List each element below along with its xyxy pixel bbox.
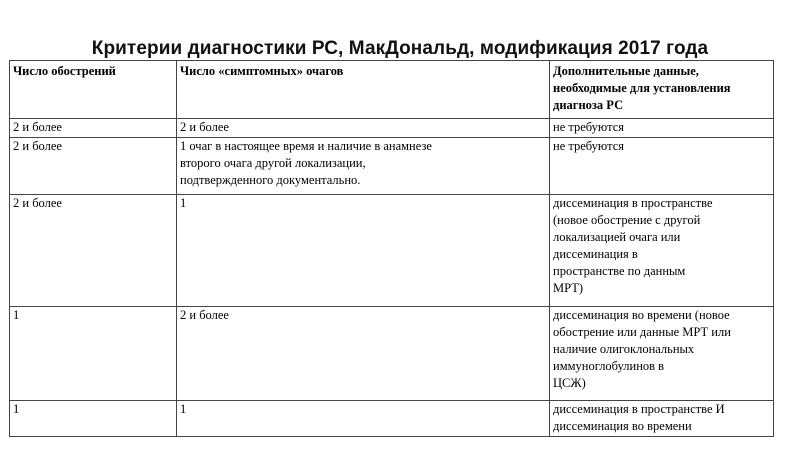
- cell-additional: не требуются: [550, 138, 774, 195]
- cell-lesions: 2 и более: [177, 307, 550, 401]
- cell-relapses: 2 и более: [10, 138, 177, 195]
- table-row: [10, 138, 774, 195]
- cell-relapses: 2 и более: [10, 195, 177, 307]
- cell-lesions: 1: [177, 195, 550, 307]
- cell-additional: не требуются: [550, 119, 774, 138]
- criteria-table: [9, 60, 774, 437]
- table-row: [10, 401, 774, 437]
- header-relapses: Число обострений: [10, 61, 177, 119]
- header-additional-data: Дополнительные данные, необходимые для установления диагноза РС: [550, 61, 774, 119]
- slide-title: Критерии диагностики РС, МакДональд, модификация 2017 года: [91, 38, 709, 59]
- header-symptomatic-lesions: Число «симптомных» очагов: [177, 61, 550, 119]
- cell-additional: диссеминация в пространстве (новое обострение с другой локализацией очага или диссеминация в пространстве по данным МРТ): [550, 195, 774, 307]
- cell-lesions: 1: [177, 401, 550, 437]
- table-row: [10, 195, 774, 307]
- cell-relapses: 2 и более: [10, 119, 177, 138]
- table-row: [10, 119, 774, 138]
- cell-lesions: 2 и более: [177, 119, 550, 138]
- cell-relapses: 1: [10, 307, 177, 401]
- cell-additional: диссеминация во времени (новое обострение или данные МРТ или наличие олигоклональных иммуноглобулинов в ЦСЖ): [550, 307, 774, 401]
- table-header-row: [10, 61, 774, 119]
- cell-relapses: 1: [10, 401, 177, 437]
- cell-lesions: 1 очаг в настоящее время и наличие в анамнезе второго очага другой локализации, подтвержденного документально.: [177, 138, 550, 195]
- cell-additional: диссеминация в пространстве И диссеминация во времени: [550, 401, 774, 437]
- table-row: [10, 307, 774, 401]
